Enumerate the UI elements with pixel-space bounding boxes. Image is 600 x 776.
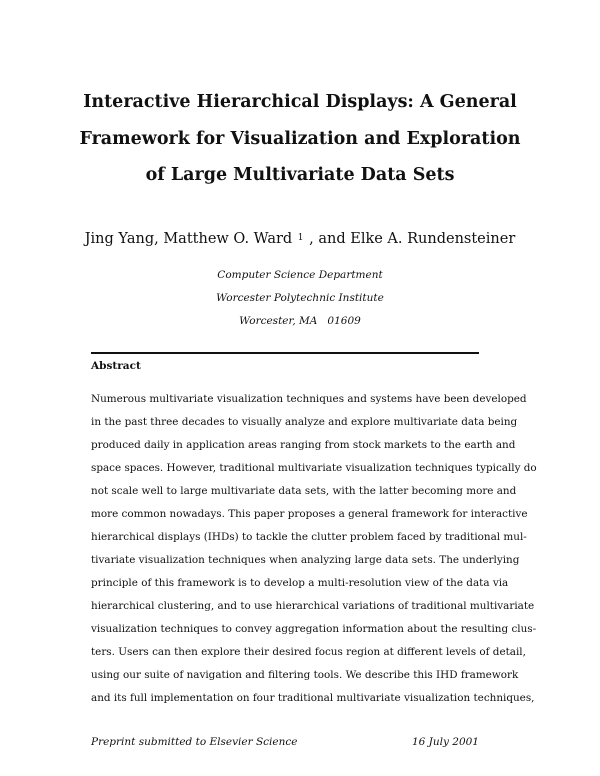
abstract-line: tivariate visualization techniques when analyzing large data sets. The underlying [91, 554, 520, 566]
affiliation-department: Computer Science Department [217, 269, 383, 281]
affiliation-institute: Worcester Polytechnic Institute [216, 292, 384, 304]
footer-date: 16 July 2001 [411, 736, 479, 748]
abstract-line: visualization techniques to convey aggregation information about the resulting clus- [91, 623, 537, 635]
author-names-first: Jing Yang, Matthew O. Ward [84, 231, 293, 247]
affiliation-address: Worcester, MA 01609 [239, 315, 361, 327]
title-line-2: Framework for Visualization and Exploration [79, 128, 521, 149]
abstract-line: ters. Users can then explore their desired focus region at different levels of detail, [91, 646, 526, 658]
abstract-divider [91, 352, 479, 354]
paper-title [40, 84, 560, 194]
abstract-line: Numerous multivariate visualization techniques and systems have been developed [91, 393, 527, 405]
abstract-line: more common nowadays. This paper proposes a general framework for interactive [91, 508, 528, 520]
abstract-line: produced daily in application areas ranging from stock markets to the earth and [91, 439, 516, 451]
title-line-3: of Large Multivariate Data Sets [145, 165, 455, 185]
abstract-line: hierarchical clustering, and to use hierarchical variations of traditional multivariate [91, 600, 535, 612]
title-line-1: Interactive Hierarchical Displays: A General [83, 92, 517, 112]
abstract-line: and its full implementation on four traditional multivariate visualization techniques, [91, 692, 535, 704]
abstract-line: hierarchical displays (IHDs) to tackle the clutter problem faced by traditional mul- [91, 531, 527, 543]
abstract-body [91, 388, 537, 710]
abstract-line: using our suite of navigation and filtering tools. We describe this IHD framework [91, 669, 519, 681]
footer-preprint-note: Preprint submitted to Elsevier Science [91, 736, 298, 748]
affiliation [40, 264, 560, 333]
abstract-line: not scale well to large multivariate data sets, with the latter becoming more and [91, 485, 517, 497]
abstract-line: principle of this framework is to develop a multi-resolution view of the data via [91, 577, 509, 589]
abstract-line: space spaces. However, traditional multivariate visualization techniques typically do [91, 462, 537, 474]
author-list [40, 231, 560, 247]
abstract-line: in the past three decades to visually analyze and explore multivariate data being [91, 416, 518, 428]
author-names-last: , and Elke A. Rundensteiner [309, 231, 516, 247]
abstract-heading: Abstract [91, 360, 141, 372]
footnote-marker[interactable]: 1 [297, 233, 304, 243]
